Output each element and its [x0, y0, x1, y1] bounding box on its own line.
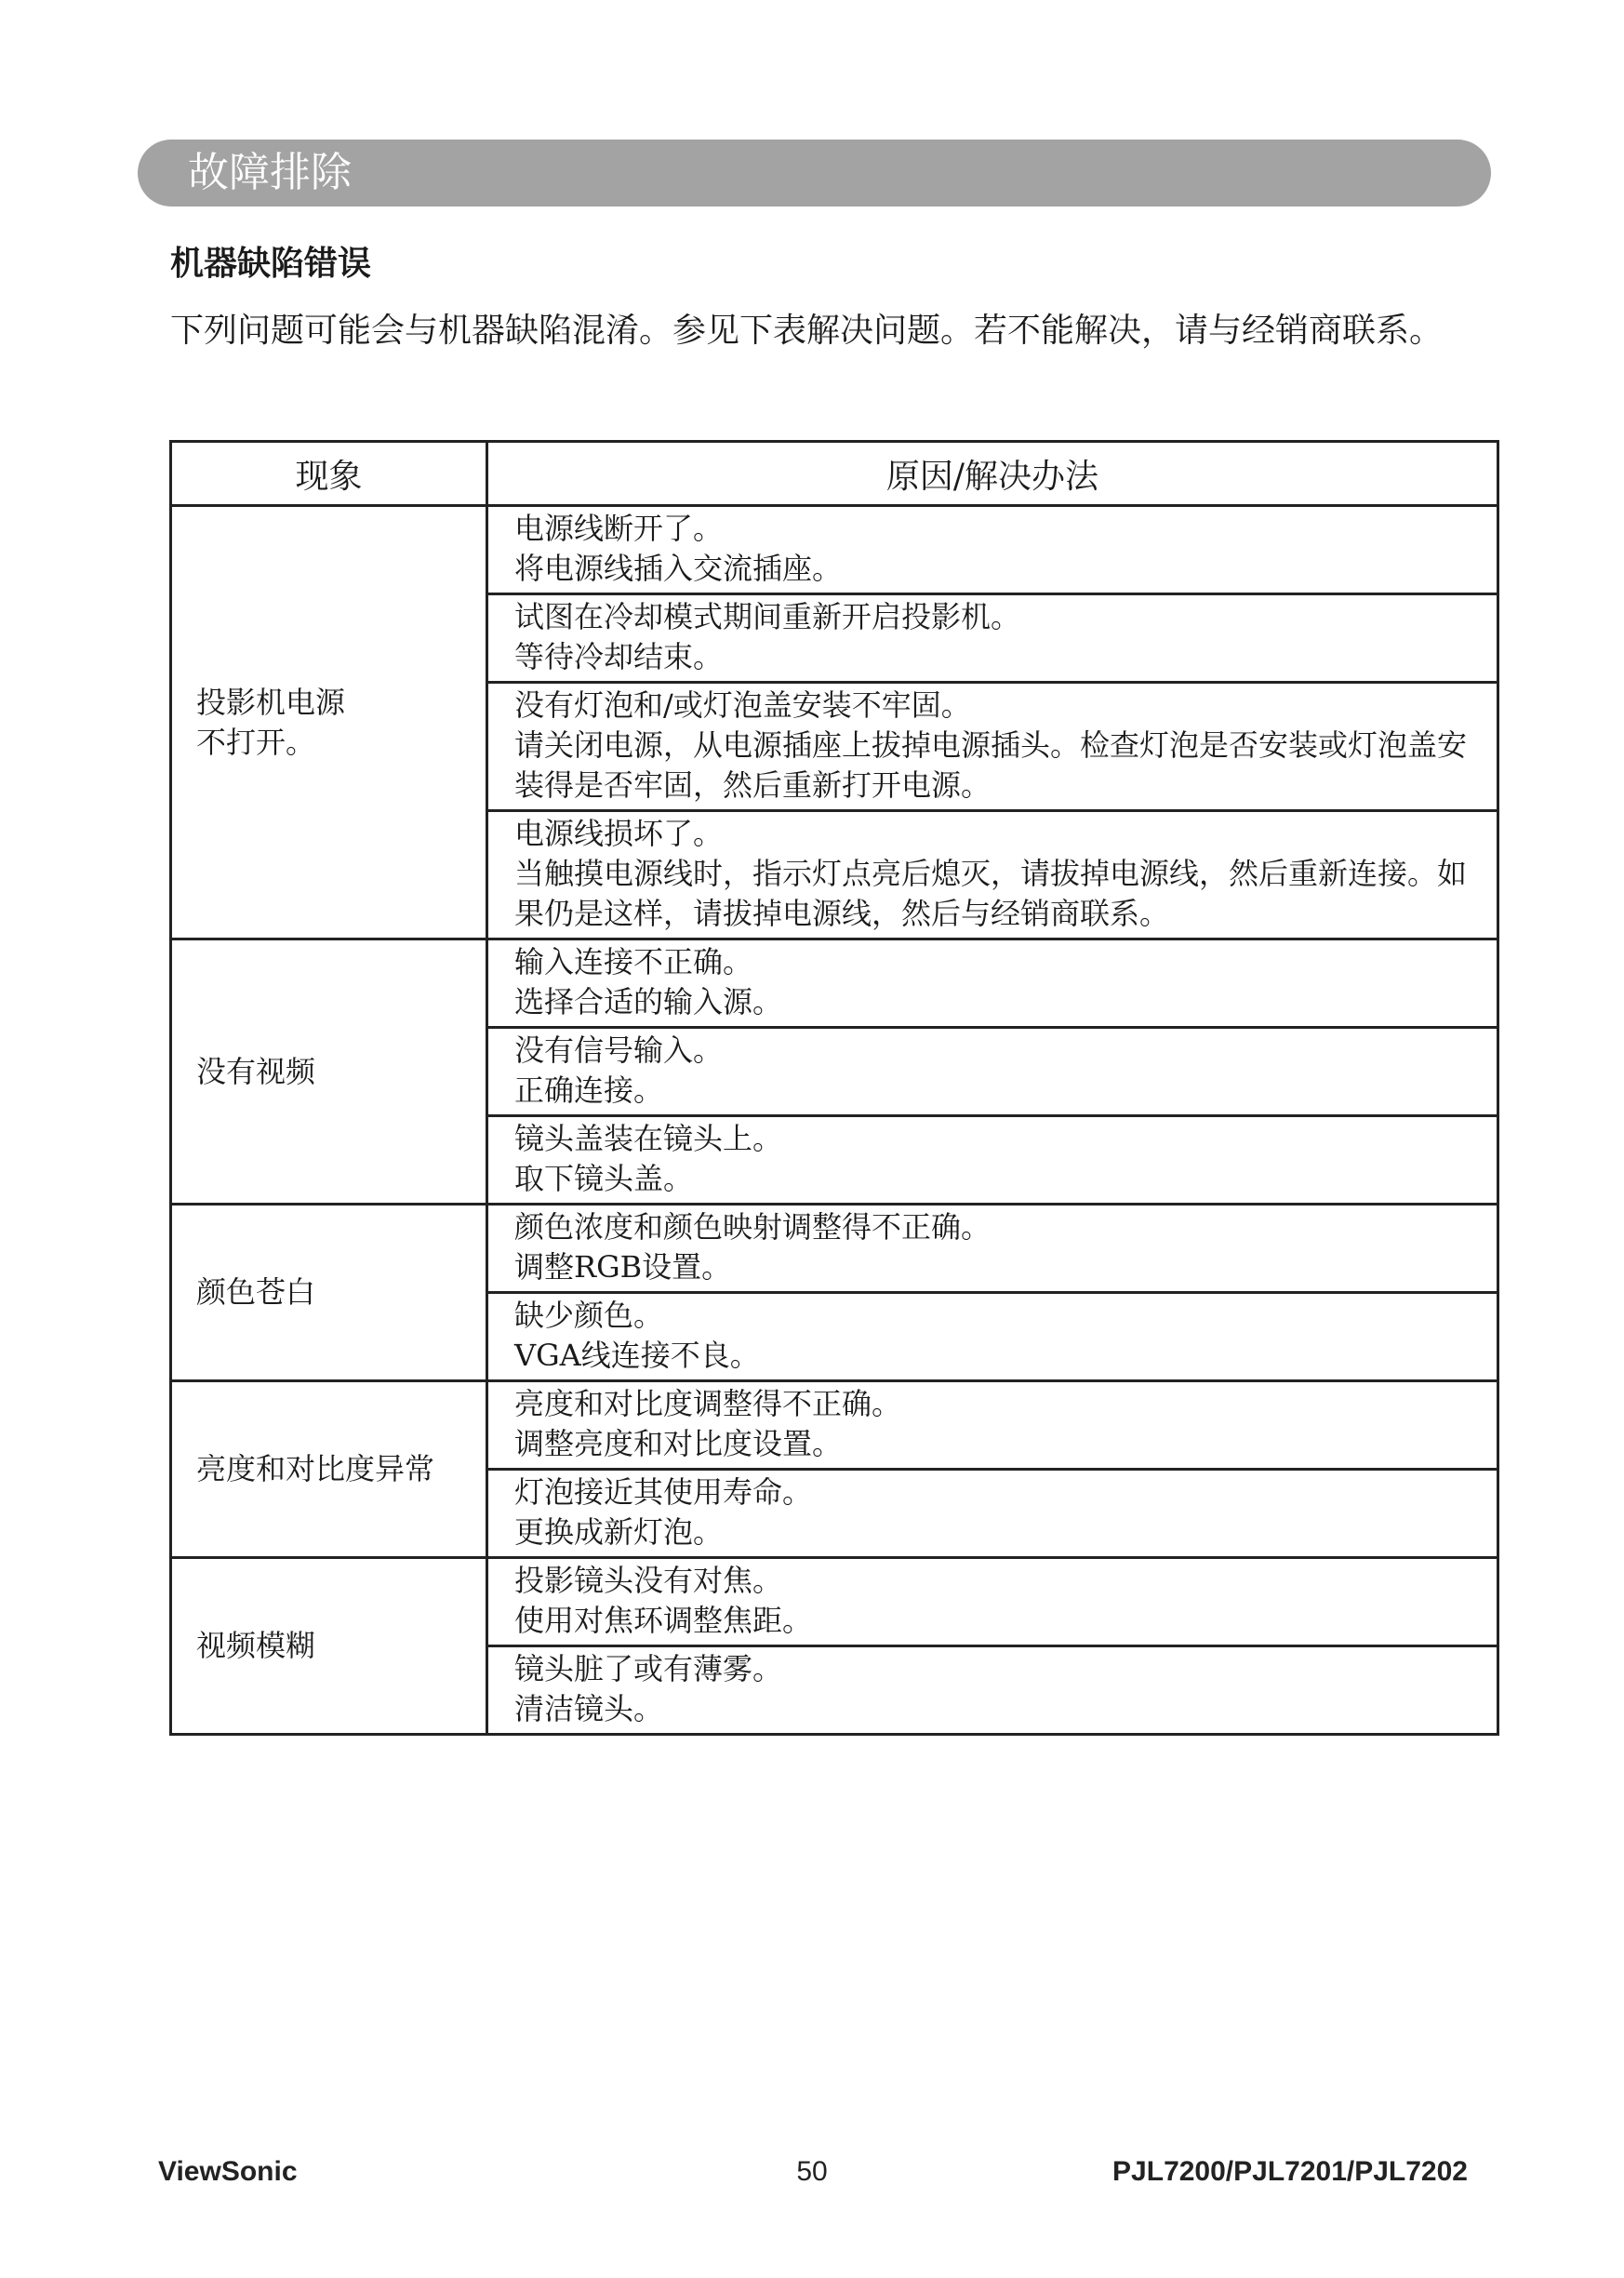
symptom-cell: 投影机电源 不打开。 — [171, 506, 487, 939]
solution-cell — [487, 1558, 1498, 1646]
cause-text: 没有信号输入。 — [514, 1032, 724, 1068]
header-cause-solution: 原因/解决办法 — [487, 442, 1498, 506]
fix-text: 请关闭电源，从电源插座上拔掉电源插头。检查灯泡是否安装或灯泡盖安装得是否牢固，然后重新打开电源。 — [514, 727, 1468, 803]
solution-cell — [487, 1028, 1498, 1116]
cause-text: 镜头盖装在镜头上。 — [514, 1121, 783, 1156]
fix-text: 等待冷却结束。 — [514, 639, 724, 674]
symptom-cell: 亮度和对比度异常 — [171, 1381, 487, 1558]
fix-text: 正确连接。 — [514, 1072, 664, 1108]
intro-paragraph: 下列问题可能会与机器缺陷混淆。参见下表解决问题。若不能解决，请与经销商联系。 — [170, 312, 1444, 350]
footer-model: PJL7200/PJL7201/PJL7202 — [1112, 2156, 1468, 2187]
cause-text: 镜头脏了或有薄雾。 — [514, 1651, 783, 1686]
cause-text: 投影镜头没有对焦。 — [514, 1563, 783, 1598]
cause-text: 颜色浓度和颜色映射调整得不正确。 — [514, 1209, 992, 1245]
cause-text: 试图在冷却模式期间重新开启投影机。 — [514, 599, 1021, 634]
cause-text: 灯泡接近其使用寿命。 — [514, 1474, 813, 1510]
footer-page-number: 50 — [796, 2156, 828, 2187]
cause-text: 输入连接不正确。 — [514, 944, 753, 979]
cause-text: 亮度和对比度调整得不正确。 — [514, 1386, 902, 1421]
fix-text: 将电源线插入交流插座。 — [514, 551, 843, 586]
footer-brand: ViewSonic — [158, 2156, 298, 2187]
symptom-cell: 没有视频 — [171, 939, 487, 1205]
fix-text: VGA线连接不良。 — [514, 1338, 760, 1373]
solution-cell — [487, 1646, 1498, 1735]
header-symptom: 现象 — [171, 442, 487, 506]
table-row — [171, 506, 1498, 594]
solution-cell — [487, 811, 1498, 939]
fix-text: 选择合适的输入源。 — [514, 984, 783, 1019]
section-title: 故障排除 — [188, 149, 352, 196]
symptom-cell: 颜色苍白 — [171, 1205, 487, 1381]
fix-text: 清洁镜头。 — [514, 1691, 664, 1726]
fix-text: 调整RGB设置。 — [514, 1249, 732, 1285]
table-row — [171, 939, 1498, 1028]
solution-cell — [487, 1293, 1498, 1381]
fix-text: 调整亮度和对比度设置。 — [514, 1426, 843, 1461]
table-row — [171, 1205, 1498, 1293]
cause-text: 缺少颜色。 — [514, 1298, 664, 1333]
table-header-row — [171, 442, 1498, 506]
solution-cell — [487, 594, 1498, 683]
cause-text: 电源线断开了。 — [514, 511, 724, 546]
solution-cell — [487, 1205, 1498, 1293]
cause-text: 电源线损坏了。 — [514, 816, 724, 851]
table-row — [171, 1381, 1498, 1470]
solution-cell — [487, 683, 1498, 811]
symptom-cell: 视频模糊 — [171, 1558, 487, 1735]
solution-cell — [487, 1116, 1498, 1205]
solution-cell — [487, 506, 1498, 594]
table-row — [171, 1558, 1498, 1646]
fix-text: 当触摸电源线时，指示灯点亮后熄灭，请拔掉电源线，然后重新连接。如果仍是这样，请拔掉电源线，然后与经销商联系。 — [514, 856, 1468, 931]
fix-text: 更换成新灯泡。 — [514, 1514, 724, 1550]
subsection-title: 机器缺陷错误 — [170, 245, 372, 283]
fix-text: 使用对焦环调整焦距。 — [514, 1603, 813, 1638]
troubleshooting-table — [169, 440, 1499, 1736]
solution-cell — [487, 939, 1498, 1028]
solution-cell — [487, 1381, 1498, 1470]
fix-text: 取下镜头盖。 — [514, 1161, 694, 1196]
cause-text: 没有灯泡和/或灯泡盖安装不牢固。 — [514, 687, 971, 723]
solution-cell — [487, 1470, 1498, 1558]
section-banner — [138, 140, 1491, 206]
